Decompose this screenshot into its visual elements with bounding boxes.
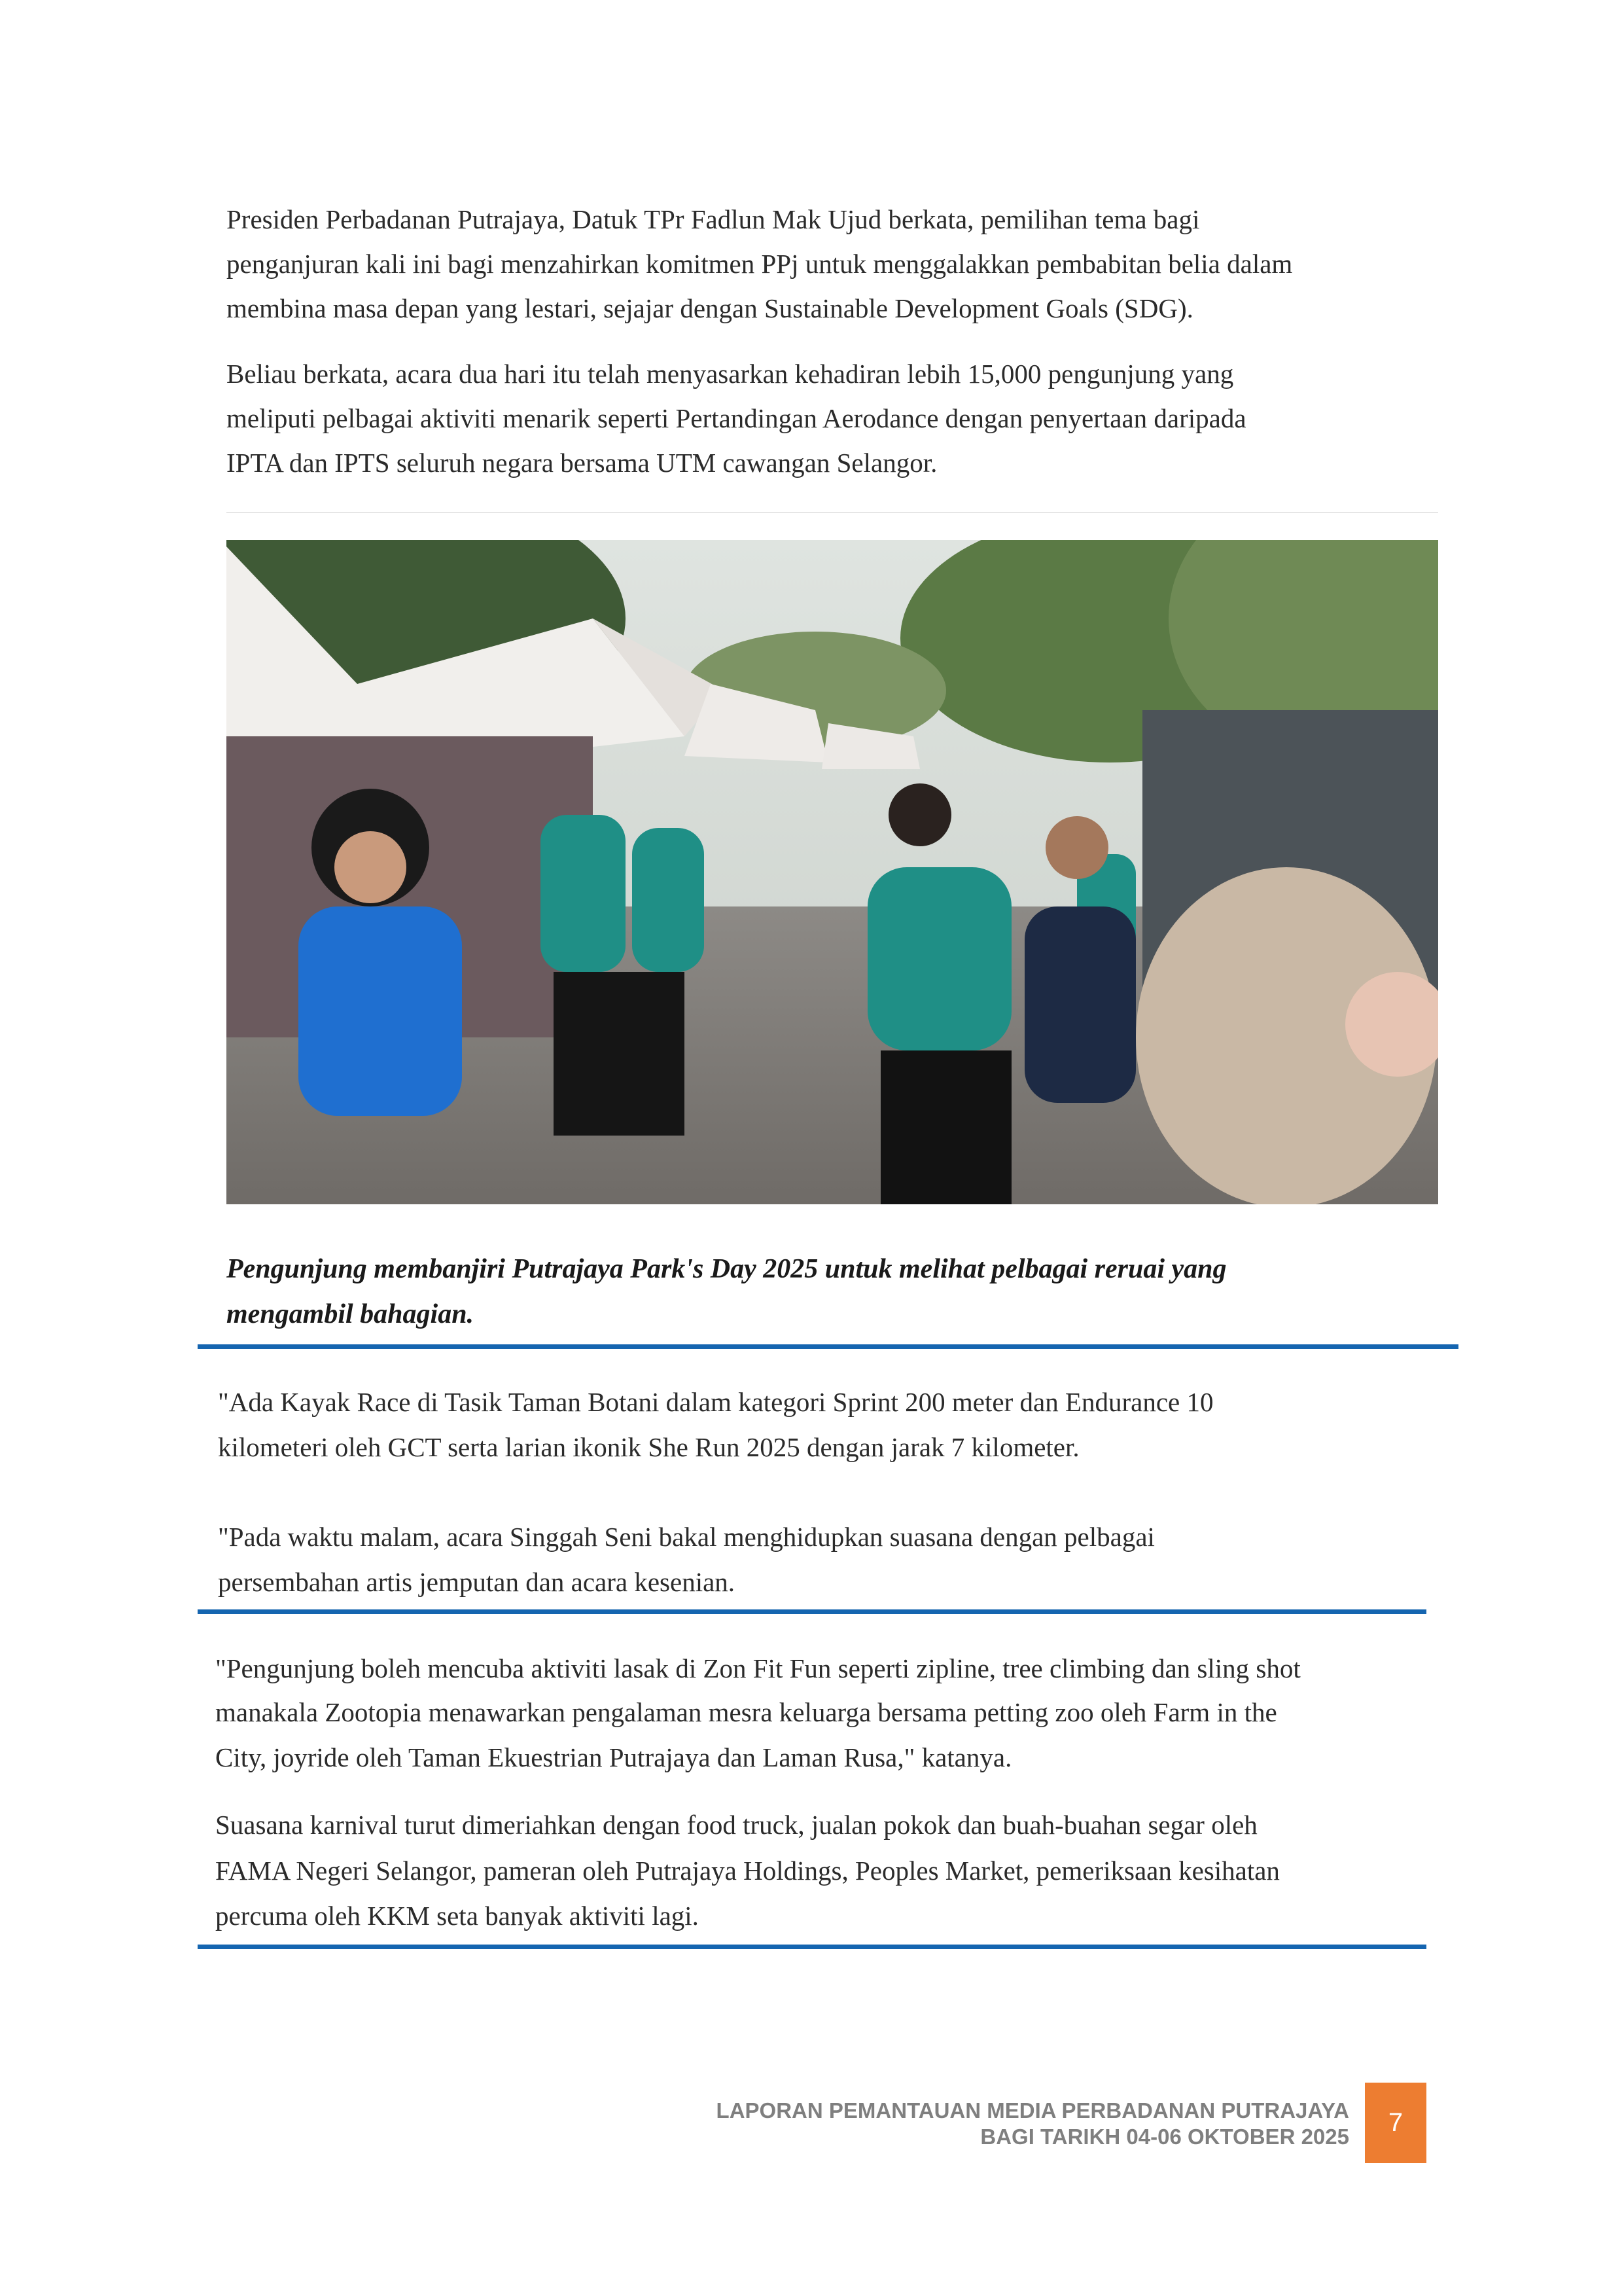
caption-line: Pengunjung membanjiri Putrajaya Park's Day 2025 untuk melihat pelbagai reruai yang	[226, 1254, 1227, 1284]
text-line: persembahan artis jemputan dan acara kesenian.	[218, 1567, 735, 1597]
footer-report-title: LAPORAN PEMANTAUAN MEDIA PERBADANAN PUTRAJAYA	[716, 2098, 1349, 2123]
section-rule	[198, 1344, 1458, 1349]
text-line: membina masa depan yang lestari, sejajar dengan Sustainable Development Goals (SDG).	[226, 293, 1193, 323]
caption-line: mengambil bahagian.	[226, 1299, 474, 1329]
text-line: "Pengunjung boleh mencuba aktiviti lasak di Zon Fit Fun seperti zipline, tree climbing dan sling shot	[215, 1653, 1301, 1683]
text-line: Beliau berkata, acara dua hari itu telah menyasarkan kehadiran lebih 15,000 pengunjung yang	[226, 359, 1234, 389]
text-line: City, joyride oleh Taman Ekuestrian Putrajaya dan Laman Rusa," katanya.	[215, 1742, 1012, 1772]
text-line: Presiden Perbadanan Putrajaya, Datuk TPr Fadlun Mak Ujud berkata, pemilihan tema bagi	[226, 204, 1200, 234]
divider	[226, 512, 1438, 513]
text-line: penganjuran kali ini bagi menzahirkan komitmen PPj untuk menggalakkan pembabitan belia dalam	[226, 249, 1293, 279]
text-line: meliputi pelbagai aktiviti menarik seperti Pertandingan Aerodance dengan penyertaan daripada	[226, 403, 1246, 433]
section-rule	[198, 1945, 1426, 1949]
text-line: IPTA dan IPTS seluruh negara bersama UTM cawangan Selangor.	[226, 448, 938, 478]
footer-date-range: BAGI TARIKH 04-06 OKTOBER 2025	[980, 2125, 1349, 2149]
text-line: kilometeri oleh GCT serta larian ikonik She Run 2025 dengan jarak 7 kilometer.	[218, 1432, 1080, 1462]
text-line: FAMA Negeri Selangor, pameran oleh Putrajaya Holdings, Peoples Market, pemeriksaan kesihatan	[215, 1856, 1280, 1886]
crowd-photo-illustration	[226, 540, 1438, 1204]
text-line: Suasana karnival turut dimeriahkan dengan food truck, jualan pokok dan buah-buahan segar oleh	[215, 1810, 1258, 1840]
text-line: "Pada waktu malam, acara Singgah Seni bakal menghidupkan suasana dengan pelbagai	[218, 1522, 1155, 1552]
section-rule	[198, 1609, 1426, 1614]
text-line: percuma oleh KKM seta banyak aktiviti lagi.	[215, 1901, 699, 1931]
article-photo[interactable]	[226, 540, 1438, 1204]
page-number: 7	[1365, 2083, 1426, 2163]
text-line: manakala Zootopia menawarkan pengalaman mesra keluarga bersama petting zoo oleh Farm in the	[215, 1697, 1277, 1727]
text-line: "Ada Kayak Race di Tasik Taman Botani dalam kategori Sprint 200 meter dan Endurance 10	[218, 1387, 1214, 1417]
